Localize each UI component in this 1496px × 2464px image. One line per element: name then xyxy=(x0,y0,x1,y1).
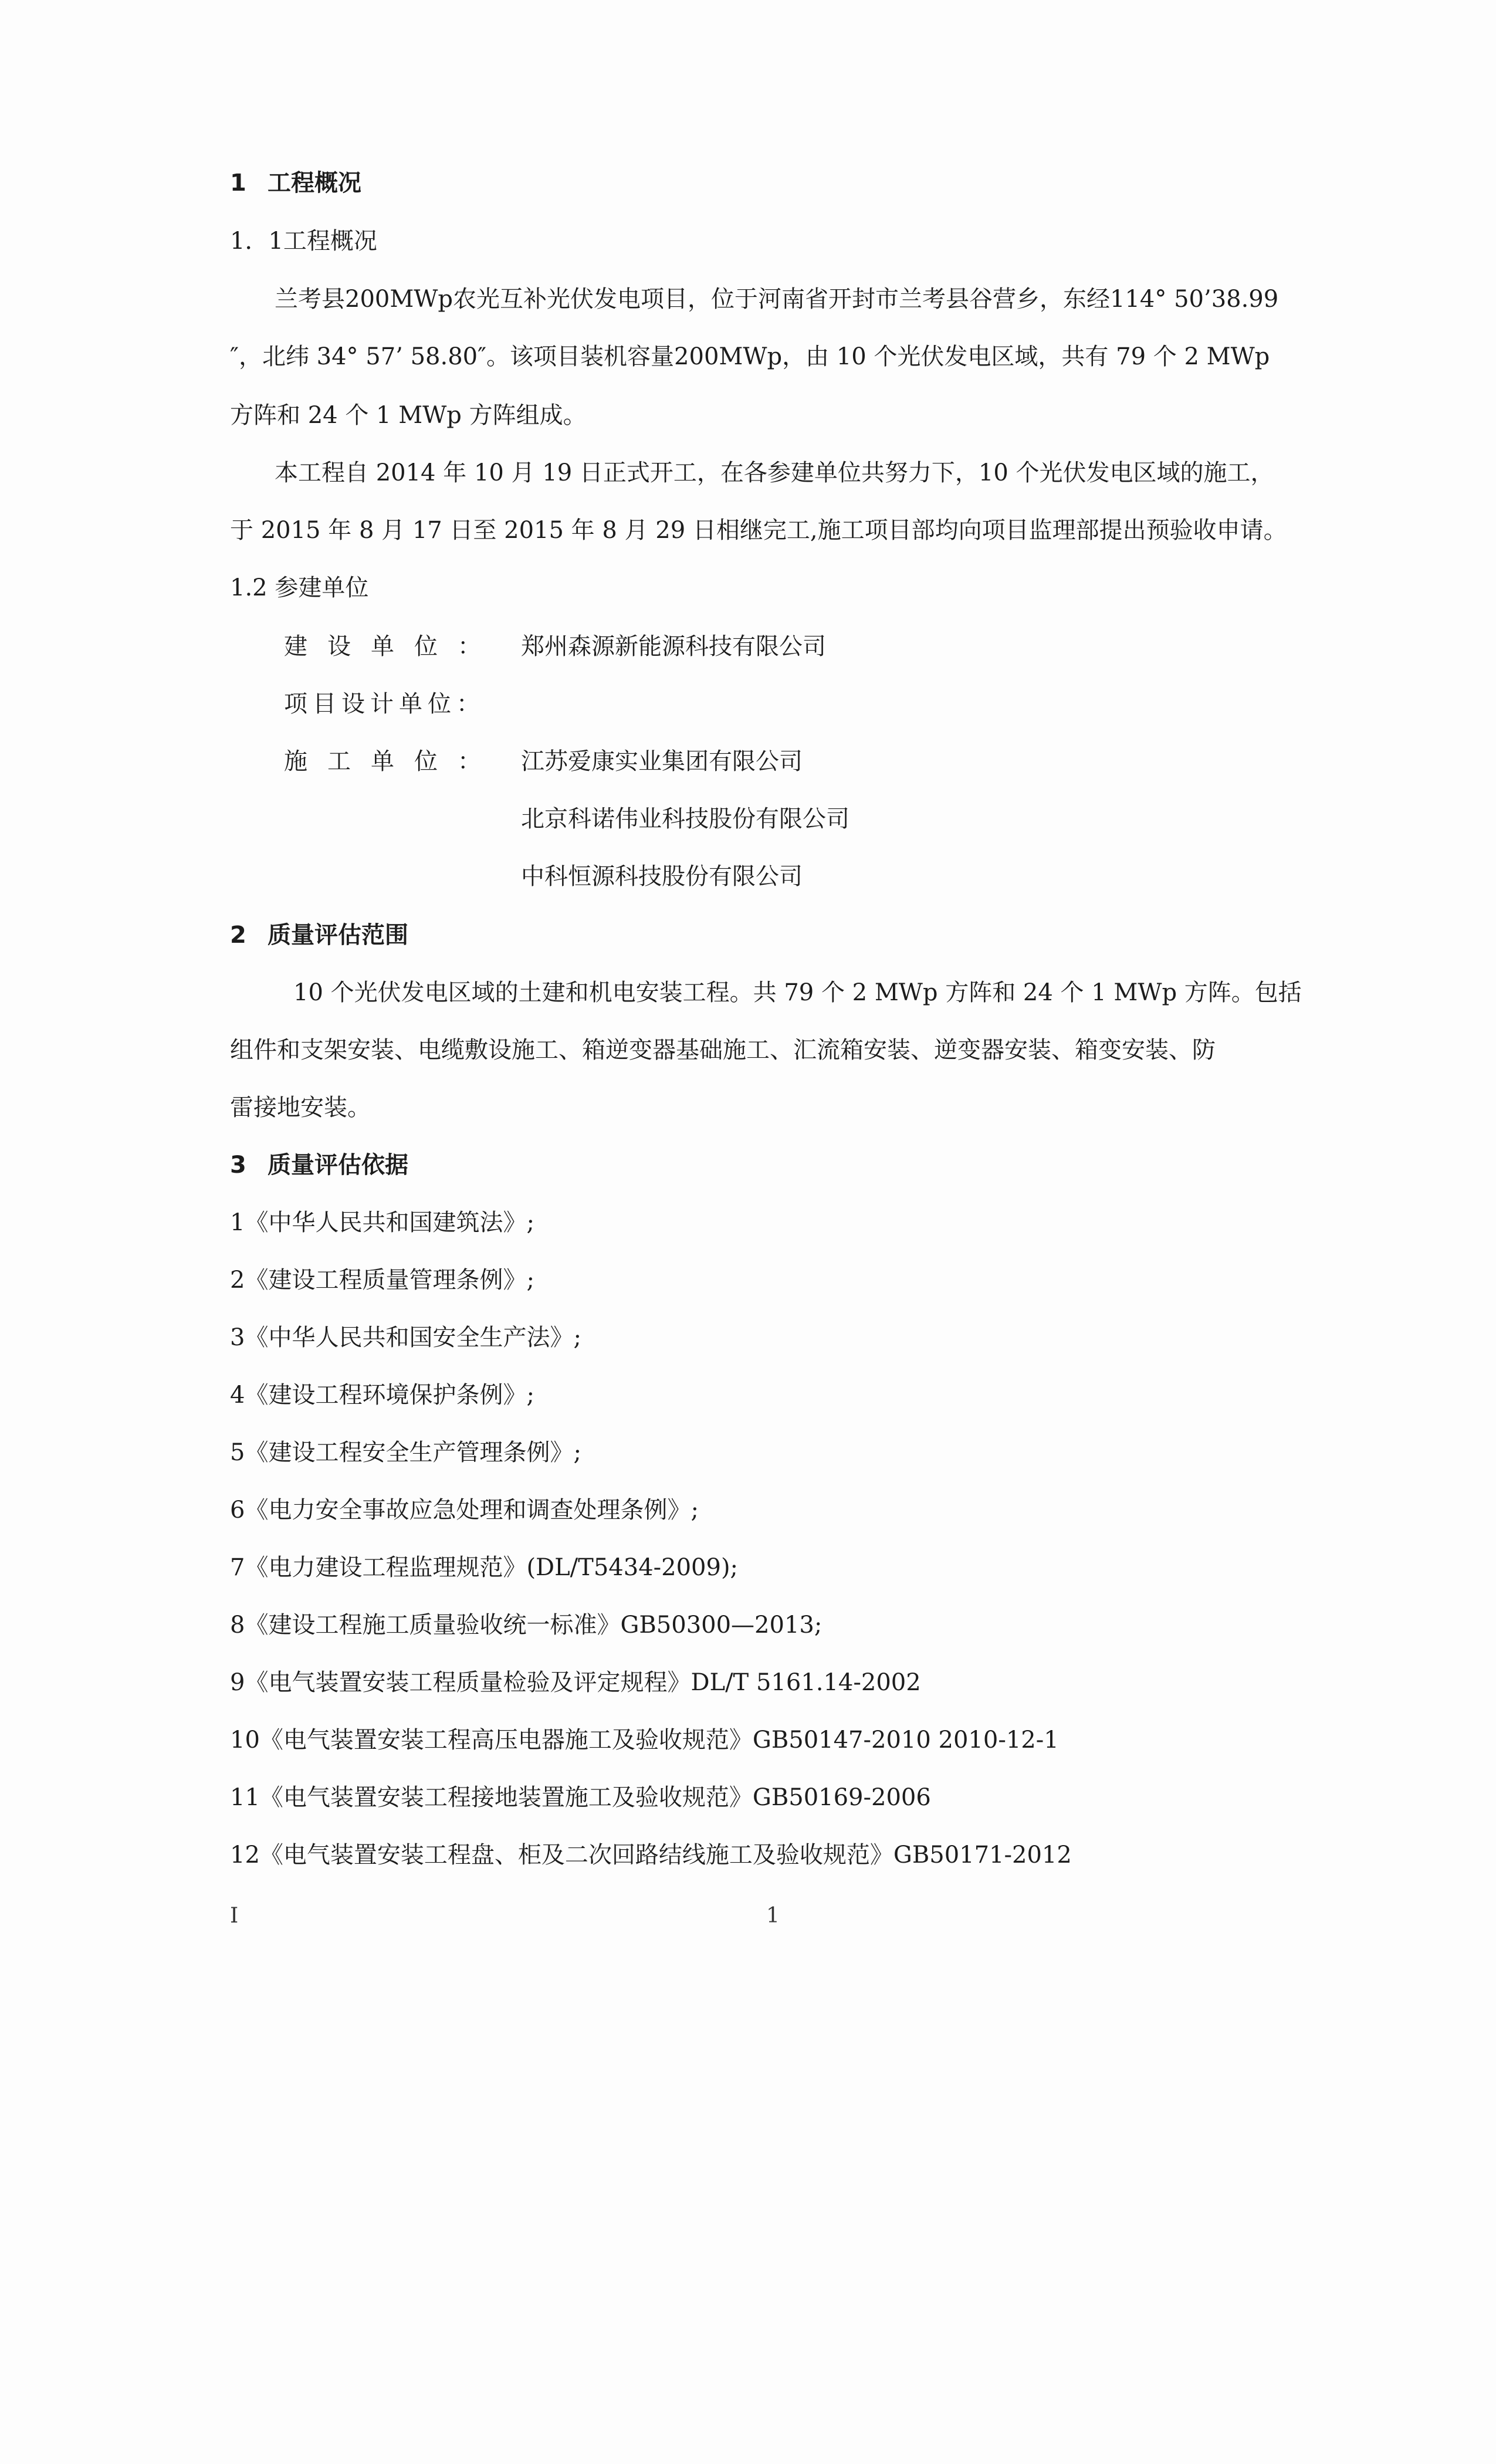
designer-row xyxy=(284,689,521,719)
paragraph-2-line-1: 本工程自 2014 年 10 月 19 日正式开工，在各参建单位共努力下，10 个光伏发电区域的施工， xyxy=(275,459,1274,486)
basis-item-11: 11《电气装置安装工程接地装置施工及验收规范》GB50169-2006 xyxy=(230,1784,931,1811)
basis-item-2: 2《建设工程质量管理条例》; xyxy=(230,1267,534,1294)
builder-label: 建设单位： xyxy=(284,633,501,660)
basis-item-10: 10《电气装置安装工程高压电器施工及验收规范》GB50147-2010 2010-12-1 xyxy=(230,1727,1059,1754)
contractor-label: 施工单位： xyxy=(284,748,501,775)
section-3-heading xyxy=(230,1150,408,1180)
section-3-number: 3 xyxy=(230,1152,246,1179)
basis-item-6: 6《电力安全事故应急处理和调查处理条例》; xyxy=(230,1497,699,1524)
paragraph-1-line-3: 方阵和 24 个 1 MWp 方阵组成。 xyxy=(230,402,587,429)
paragraph-2-line-2: 于 2015 年 8 月 17 日至 2015 年 8 月 29 日相继完工,施工项目部均向项目监理部提出预验收申请。 xyxy=(230,517,1287,544)
subsection-1-2-title: 1.2 参建单位 xyxy=(230,574,369,601)
contractor-row xyxy=(284,746,803,777)
designer-label: 项目设计单位： xyxy=(284,691,485,717)
contractor-value-1: 江苏爱康实业集团有限公司 xyxy=(521,748,803,775)
basis-item-7: 7《电力建设工程监理规范》(DL/T5434-2009); xyxy=(230,1554,739,1581)
contractor-value-2: 北京科诺伟业科技股份有限公司 xyxy=(521,805,849,832)
contractor-value-3: 中科恒源科技股份有限公司 xyxy=(521,863,803,890)
section-2-number: 2 xyxy=(230,922,246,949)
builder-value: 郑州森源新能源科技有限公司 xyxy=(521,633,826,660)
basis-item-8: 8《建设工程施工质量验收统一标准》GB50300—2013; xyxy=(230,1612,823,1639)
section-1-heading xyxy=(230,168,361,198)
basis-item-4: 4《建设工程环境保护条例》; xyxy=(230,1382,534,1409)
page-number: 1 xyxy=(766,1904,780,1928)
basis-item-3: 3《中华人民共和国安全生产法》; xyxy=(230,1324,581,1351)
section-2-line-1: 10 个光伏发电区域的土建和机电安装工程。共 79 个 2 MWp 方阵和 24 个 1 MWp 方阵。包括 xyxy=(293,979,1302,1006)
section-3-title: 质量评估依据 xyxy=(268,1152,408,1179)
basis-item-5: 5《建设工程安全生产管理条例》; xyxy=(230,1439,581,1466)
section-1-number: 1 xyxy=(230,170,246,197)
section-2-line-3: 雷接地安装。 xyxy=(230,1094,371,1121)
section-2-heading xyxy=(230,920,408,950)
paragraph-1-line-1: 兰考县200MWp农光互补光伏发电项目，位于河南省开封市兰考县谷营乡，东经114° 50’38.99 xyxy=(275,286,1279,313)
basis-item-12: 12《电气装置安装工程盘、柜及二次回路结线施工及验收规范》GB50171-2012 xyxy=(230,1842,1072,1869)
basis-item-9: 9《电气装置安装工程质量检验及评定规程》DL/T 5161.14-2002 xyxy=(230,1669,921,1696)
section-2-title: 质量评估范围 xyxy=(268,922,408,949)
paragraph-1-line-2: ″，北纬 34° 57’ 58.80″。该项目装机容量200MWp，由 10 个光伏发电区域，共有 79 个 2 MWp xyxy=(230,343,1270,370)
section-2-line-2: 组件和支架安装、电缆敷设施工、箱逆变器基础施工、汇流箱安装、逆变器安装、箱变安装、防 xyxy=(230,1037,1216,1064)
section-1-title: 工程概况 xyxy=(268,170,361,197)
builder-row xyxy=(284,631,826,662)
basis-item-1: 1《中华人民共和国建筑法》; xyxy=(230,1209,534,1236)
footer-left-mark: I xyxy=(230,1904,239,1928)
subsection-1-1-title: 1．1工程概况 xyxy=(230,228,377,255)
